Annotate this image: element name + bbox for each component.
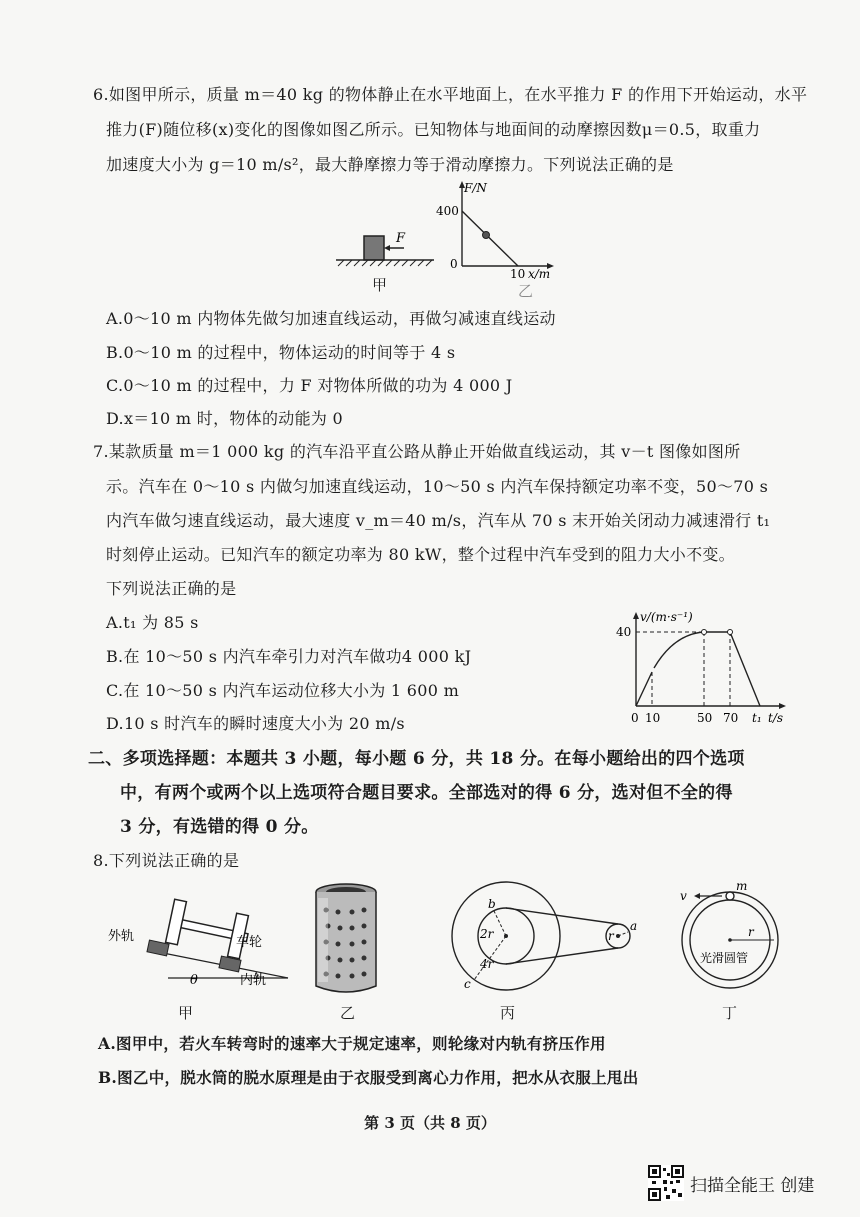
qr-code-icon bbox=[648, 1165, 684, 1201]
q7-line-1: 7.某款质量 m＝1 000 kg 的汽车沿平直公路从静止开始做直线运动，其 v－t 图像如图所 bbox=[93, 442, 741, 461]
q7-line-5: 下列说法正确的是 bbox=[106, 579, 237, 598]
label-r: r bbox=[748, 925, 754, 939]
q6-line-1: 6.如图甲所示，质量 m＝40 kg 的物体静止在水平地面上，在水平推力 F 的作用下开始运动，水平 bbox=[93, 85, 808, 104]
q8-caption-bing: 丙 bbox=[500, 1004, 516, 1022]
vt-x-tick-70: 70 bbox=[723, 711, 739, 725]
graph-yi-y-label: F/N bbox=[464, 181, 487, 195]
page-footer: 第 3 页（共 8 页） bbox=[364, 1114, 496, 1132]
scanner-watermark bbox=[648, 1165, 814, 1201]
vt-y-tick: 40 bbox=[616, 625, 632, 639]
q8-caption-ding: 丁 bbox=[722, 1004, 738, 1022]
label-theta: θ bbox=[190, 973, 198, 988]
label-outer-rail: 外轨 bbox=[108, 929, 135, 944]
q6-option-c: C.0～10 m 的过程中，力 F 对物体所做的功为 4 000 J bbox=[106, 376, 513, 395]
q8-figure-ding bbox=[676, 878, 786, 998]
q8-option-a: A.图甲中，若火车转弯时的速率大于规定速率，则轮缘对内轨有挤压作用 bbox=[98, 1034, 606, 1053]
q6-option-b: B.0～10 m 的过程中，物体运动的时间等于 4 s bbox=[106, 343, 456, 362]
q8-figure-yi bbox=[306, 880, 386, 1000]
section2-line-1: 二、多项选择题：本题共 3 小题，每小题 6 分，共 18 分。在每小题给出的四个选项 bbox=[88, 749, 745, 769]
label-2r: 2r bbox=[480, 927, 494, 941]
q6-line-2: 推力(F)随位移(x)变化的图像如图乙所示。已知物体与地面间的动摩擦因数μ＝0.5，取重力 bbox=[106, 120, 761, 139]
q6-caption-jia: 甲 bbox=[372, 276, 388, 294]
graph-yi-x-label: x/m bbox=[528, 267, 551, 281]
label-wheel: 车轮 bbox=[236, 935, 263, 950]
q7-option-a: A.t₁ 为 85 s bbox=[106, 613, 199, 632]
graph-yi-x-tick: 10 bbox=[510, 267, 526, 281]
q8-stem: 8.下列说法正确的是 bbox=[93, 851, 240, 870]
section2-line-2: 中，有两个或两个以上选项符合题目要求。全部选对的得 6 分，选对但不全的得 bbox=[120, 783, 733, 803]
label-a: a bbox=[630, 919, 638, 933]
vt-x-tick-t1: t₁ bbox=[752, 711, 762, 725]
q8-caption-jia: 甲 bbox=[178, 1004, 194, 1022]
scanner-label: 扫描全能王 创建 bbox=[690, 1175, 815, 1196]
q6-graph-yi bbox=[430, 178, 560, 288]
vt-x-label: t/s bbox=[768, 711, 784, 725]
section2-line-3: 3 分，有选错的得 0 分。 bbox=[120, 817, 319, 837]
q7-option-d: D.10 s 时汽车的瞬时速度大小为 20 m/s bbox=[106, 714, 405, 733]
label-v: v bbox=[680, 889, 687, 903]
q7-line-3: 内汽车做匀速直线运动，最大速度 v_m＝40 m/s，汽车从 70 s 末开始关闭动力减速滑行 t₁ bbox=[106, 511, 771, 530]
vt-x-tick-10: 10 bbox=[645, 711, 661, 725]
q7-vt-graph bbox=[612, 608, 792, 728]
q7-option-b: B.在 10～50 s 内汽车牵引力对汽车做功4 000 kJ bbox=[106, 647, 472, 666]
q8-option-b: B.图乙中，脱水筒的脱水原理是由于衣服受到离心力作用，把水从衣服上甩出 bbox=[98, 1068, 639, 1087]
q8-caption-yi: 乙 bbox=[340, 1004, 356, 1022]
vt-x-tick-50: 50 bbox=[697, 711, 713, 725]
graph-yi-origin: 0 bbox=[450, 257, 458, 271]
vt-x-tick-0: 0 bbox=[631, 711, 639, 725]
q7-line-4: 时刻停止运动。已知汽车的额定功率为 80 kW，整个过程中汽车受到的阻力大小不变。 bbox=[106, 545, 735, 564]
label-inner-rail: 内轨 bbox=[240, 973, 267, 988]
q6-figure-jia bbox=[330, 228, 440, 278]
force-label: F bbox=[396, 231, 406, 246]
q6-option-a: A.0～10 m 内物体先做匀加速直线运动，再做匀减速直线运动 bbox=[106, 309, 556, 328]
q6-option-d: D.x＝10 m 时，物体的动能为 0 bbox=[106, 409, 344, 428]
q8-figure-jia bbox=[108, 880, 298, 990]
label-b: b bbox=[488, 897, 496, 911]
vt-y-label: v/(m·s⁻¹) bbox=[640, 610, 693, 624]
graph-yi-y-tick: 400 bbox=[436, 204, 459, 218]
label-m: m bbox=[736, 879, 748, 893]
q7-line-2: 示。汽车在 0～10 s 内做匀加速直线运动，10～50 s 内汽车保持额定功率不变，50～70 s bbox=[106, 477, 769, 496]
q6-caption-yi: 乙 bbox=[518, 282, 534, 300]
q6-line-3: 加速度大小为 g＝10 m/s²，最大静摩擦力等于滑动摩擦力。下列说法正确的是 bbox=[106, 155, 674, 174]
q8-figure-bing bbox=[444, 878, 664, 998]
label-r-small: r bbox=[608, 929, 614, 943]
q7-option-c: C.在 10～50 s 内汽车运动位移大小为 1 600 m bbox=[106, 681, 460, 700]
label-4r: 4r bbox=[480, 957, 494, 971]
label-tube: 光滑圆管 bbox=[700, 951, 749, 965]
label-c: c bbox=[464, 977, 471, 991]
